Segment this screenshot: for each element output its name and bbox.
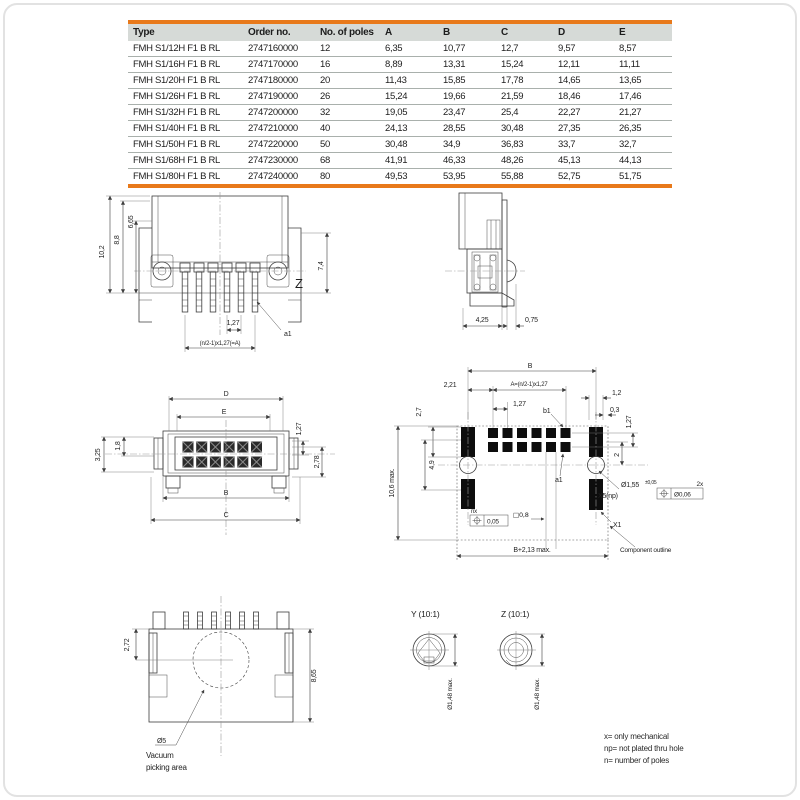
dimensions xyxy=(99,196,331,352)
table-cell: 8,57 xyxy=(619,43,637,54)
dim-label-1-27: 1,27 xyxy=(226,320,240,327)
table-row xyxy=(128,57,672,73)
table-cell: 15,24 xyxy=(380,89,438,105)
dim-label-4-9: 4,9 xyxy=(429,460,436,470)
table-cell: 45,13 xyxy=(553,153,614,169)
column-header: No. of poles xyxy=(315,24,380,41)
table-cell: 32 xyxy=(315,105,380,121)
table-row xyxy=(128,153,672,169)
dimensions xyxy=(463,284,538,330)
table-cell: 2747180000 xyxy=(243,73,315,89)
table-cell: 22,27 xyxy=(553,105,614,121)
front-view-drawing xyxy=(90,188,365,360)
table-cell: 15,85 xyxy=(438,73,496,89)
table-row xyxy=(128,105,672,121)
dim-label-7-4: 7,4 xyxy=(318,261,325,271)
table-cell: 2747160000 xyxy=(248,43,298,54)
dim-label-2: 2 xyxy=(614,453,621,457)
label-a1: a1 xyxy=(284,331,292,338)
table-cell: 30,48 xyxy=(496,121,553,137)
table-cell: 10,77 xyxy=(443,43,466,54)
table-body xyxy=(128,41,672,184)
detail-z-marker: Z xyxy=(295,276,303,291)
label-2x: 2x xyxy=(696,481,703,488)
dim-label-B: B xyxy=(527,363,533,370)
vacuum-caption-line2: picking area xyxy=(146,763,187,772)
dim-label-D: D xyxy=(223,391,229,398)
table-header-row xyxy=(128,24,672,41)
table-row xyxy=(128,121,672,137)
dim-label-1-27-right: 1,27 xyxy=(626,415,633,429)
dim-label-hole-dia: Ø1,55 xyxy=(621,482,640,489)
position-tolerance-icon xyxy=(660,489,669,498)
table-row xyxy=(128,41,672,57)
position-tolerance-frame xyxy=(657,481,704,499)
table-cell: 16 xyxy=(315,57,380,73)
position-tolerance-frame-nx xyxy=(470,509,508,526)
table-cell: 2747240000 xyxy=(243,169,315,185)
detail-z-dim: Ø1,48 max. xyxy=(534,678,541,710)
table-cell: 14,65 xyxy=(553,73,614,89)
top-view-drawing xyxy=(93,365,370,560)
table-cell: FMH S1/32H F1 B RL xyxy=(128,105,243,121)
label-x5: X5(np) xyxy=(598,493,618,500)
table-cell: 13,31 xyxy=(438,57,496,73)
table-cell: 20 xyxy=(315,73,380,89)
table-cell: FMH S1/16H F1 B RL xyxy=(128,57,243,73)
table-cell: 2747170000 xyxy=(243,57,315,73)
tolerance-value: 0,05 xyxy=(487,518,499,526)
dim-label-b-max: B+2,13 max. xyxy=(513,547,551,554)
table-cell: 32,7 xyxy=(614,137,672,153)
dim-label-8-8: 8,8 xyxy=(114,235,121,245)
dim-label-B: B xyxy=(223,490,229,497)
dimensions xyxy=(389,363,704,560)
table-cell: 55,88 xyxy=(496,169,553,185)
mounting-pads xyxy=(461,427,603,510)
legend-line-2: np= not plated thru hole xyxy=(604,744,684,753)
table-cell: 36,83 xyxy=(496,137,553,153)
table-cell: 12,11 xyxy=(553,57,614,73)
dim-label-0-3: 0,3 xyxy=(610,407,620,414)
dim-label-1-27: 1,27 xyxy=(513,401,526,408)
table-cell: 9,57 xyxy=(558,43,576,54)
dim-label-1-27: 1,27 xyxy=(296,422,303,436)
legend xyxy=(604,731,684,767)
label-x1: X1 xyxy=(613,522,622,529)
table-cell: 30,48 xyxy=(380,137,438,153)
table-cell: 2747190000 xyxy=(243,89,315,105)
table-cell: 26,35 xyxy=(614,121,672,137)
dim-label-hole-dia-tol: ±0,05 xyxy=(645,480,657,486)
table-cell: 21,59 xyxy=(496,89,553,105)
table-cell: FMH S1/12H F1 B RL xyxy=(133,43,220,54)
column-header: E xyxy=(614,24,672,41)
position-tolerance-icon xyxy=(473,516,482,525)
table-cell: 2747210000 xyxy=(243,121,315,137)
vacuum-view-drawing xyxy=(118,588,375,785)
table-cell: FMH S1/20H F1 B RL xyxy=(128,73,243,89)
table-cell: 51,75 xyxy=(614,169,672,185)
table-cell: 11,11 xyxy=(614,57,672,73)
dim-label-pitch-formula: (n/2-1)x1,27(=A) xyxy=(199,341,241,347)
label-b1: b1 xyxy=(543,408,551,415)
dim-label-C: C xyxy=(223,512,229,519)
dim-label-dia-5: Ø5 xyxy=(157,738,166,745)
table-cell: 25,4 xyxy=(496,105,553,121)
table-cell: 28,55 xyxy=(438,121,496,137)
table-cell: 23,47 xyxy=(438,105,496,121)
dim-label-10-6-max: 10,6 max. xyxy=(389,468,396,498)
table-cell: 11,43 xyxy=(380,73,438,89)
table-cell: 18,46 xyxy=(553,89,614,105)
table-cell: 2747230000 xyxy=(243,153,315,169)
legend-line-3: n= number of poles xyxy=(604,756,670,765)
table-cell: 2747200000 xyxy=(243,105,315,121)
label-a1: a1 xyxy=(555,477,563,484)
table-cell: 49,53 xyxy=(380,169,438,185)
dim-label-E: E xyxy=(221,409,227,416)
legend-line-1: x= only mechanical xyxy=(604,732,669,741)
table-cell: 34,9 xyxy=(438,137,496,153)
table-cell: FMH S1/40H F1 B RL xyxy=(128,121,243,137)
detail-z xyxy=(497,609,545,710)
order-table-grid xyxy=(128,24,672,184)
dim-label-2-78: 2,78 xyxy=(314,455,321,469)
table-cell: FMH S1/26H F1 B RL xyxy=(128,89,243,105)
table-cell: 52,75 xyxy=(553,169,614,185)
column-header: Order no. xyxy=(243,24,315,41)
dim-label-2-7: 2,7 xyxy=(416,407,423,417)
detail-views-drawing xyxy=(390,598,570,735)
table-cell: 44,13 xyxy=(614,153,672,169)
table-cell: FMH S1/80H F1 B RL xyxy=(128,169,243,185)
column-header: Type xyxy=(128,24,243,41)
dim-label-1-8: 1,8 xyxy=(115,441,122,451)
table-row xyxy=(128,169,672,185)
table-cell: 48,26 xyxy=(496,153,553,169)
column-header: D xyxy=(553,24,614,41)
footprint-drawing xyxy=(385,355,710,580)
contact-grid xyxy=(183,442,263,468)
label-component-outline: Component outline xyxy=(620,547,672,554)
dim-label-A-formula: A=(n/2-1)x1,27 xyxy=(510,382,548,388)
label-nx: nx xyxy=(471,509,477,515)
dim-label-0-75: 0,75 xyxy=(525,317,538,324)
dim-label-6-65: 6,65 xyxy=(128,215,135,229)
table-cell: 15,24 xyxy=(496,57,553,73)
table-row xyxy=(128,73,672,89)
vacuum-caption-line1: Vacuum xyxy=(146,751,174,760)
table-cell: 13,65 xyxy=(614,73,672,89)
table-cell: 24,13 xyxy=(380,121,438,137)
side-view-drawing xyxy=(440,188,625,345)
table-cell: 2747220000 xyxy=(243,137,315,153)
table-cell: 27,35 xyxy=(553,121,614,137)
solder-pad-grid xyxy=(488,428,571,452)
table-cell: 26 xyxy=(315,89,380,105)
dim-label-10-2: 10,2 xyxy=(99,245,106,259)
dim-label-2-21: 2,21 xyxy=(443,382,457,389)
tolerance-value: Ø0,06 xyxy=(674,491,691,499)
dim-label-3-25: 3,25 xyxy=(95,448,102,462)
column-header: C xyxy=(496,24,553,41)
table-cell: 46,33 xyxy=(438,153,496,169)
dim-label-8-65: 8,65 xyxy=(311,669,318,683)
dim-label-pad-square: □0,8 xyxy=(513,511,529,519)
table-cell: FMH S1/50H F1 B RL xyxy=(128,137,243,153)
column-header: A xyxy=(380,24,438,41)
connector-body-side xyxy=(459,193,516,307)
detail-y-title: Y (10:1) xyxy=(411,609,440,619)
table-row xyxy=(128,89,672,105)
table-cell: 17,78 xyxy=(496,73,553,89)
table-cell: 33,7 xyxy=(553,137,614,153)
table-cell: 50 xyxy=(315,137,380,153)
table-row xyxy=(128,137,672,153)
table-cell: 19,05 xyxy=(380,105,438,121)
table-cell: 6,35 xyxy=(385,43,403,54)
order-table xyxy=(128,20,672,188)
table-cell: 41,91 xyxy=(380,153,438,169)
column-header: B xyxy=(438,24,496,41)
table-cell: 12 xyxy=(320,43,330,54)
table-cell: FMH S1/68H F1 B RL xyxy=(128,153,243,169)
table-cell: 68 xyxy=(315,153,380,169)
detail-y-dim: Ø1,48 max. xyxy=(447,678,454,710)
table-cell: 19,66 xyxy=(438,89,496,105)
table-cell: 8,89 xyxy=(380,57,438,73)
detail-z-title: Z (10:1) xyxy=(501,609,530,619)
table-cell: 12,7 xyxy=(501,43,519,54)
table-cell: 21,27 xyxy=(614,105,672,121)
dim-label-1-2: 1,2 xyxy=(612,390,622,397)
table-cell: 17,46 xyxy=(614,89,672,105)
table-cell: 53,95 xyxy=(438,169,496,185)
table-cell: 80 xyxy=(315,169,380,185)
table-cell: 40 xyxy=(315,121,380,137)
dim-label-4-25: 4,25 xyxy=(475,317,489,324)
detail-y xyxy=(410,609,458,710)
dim-label-2-72: 2,72 xyxy=(124,638,131,652)
